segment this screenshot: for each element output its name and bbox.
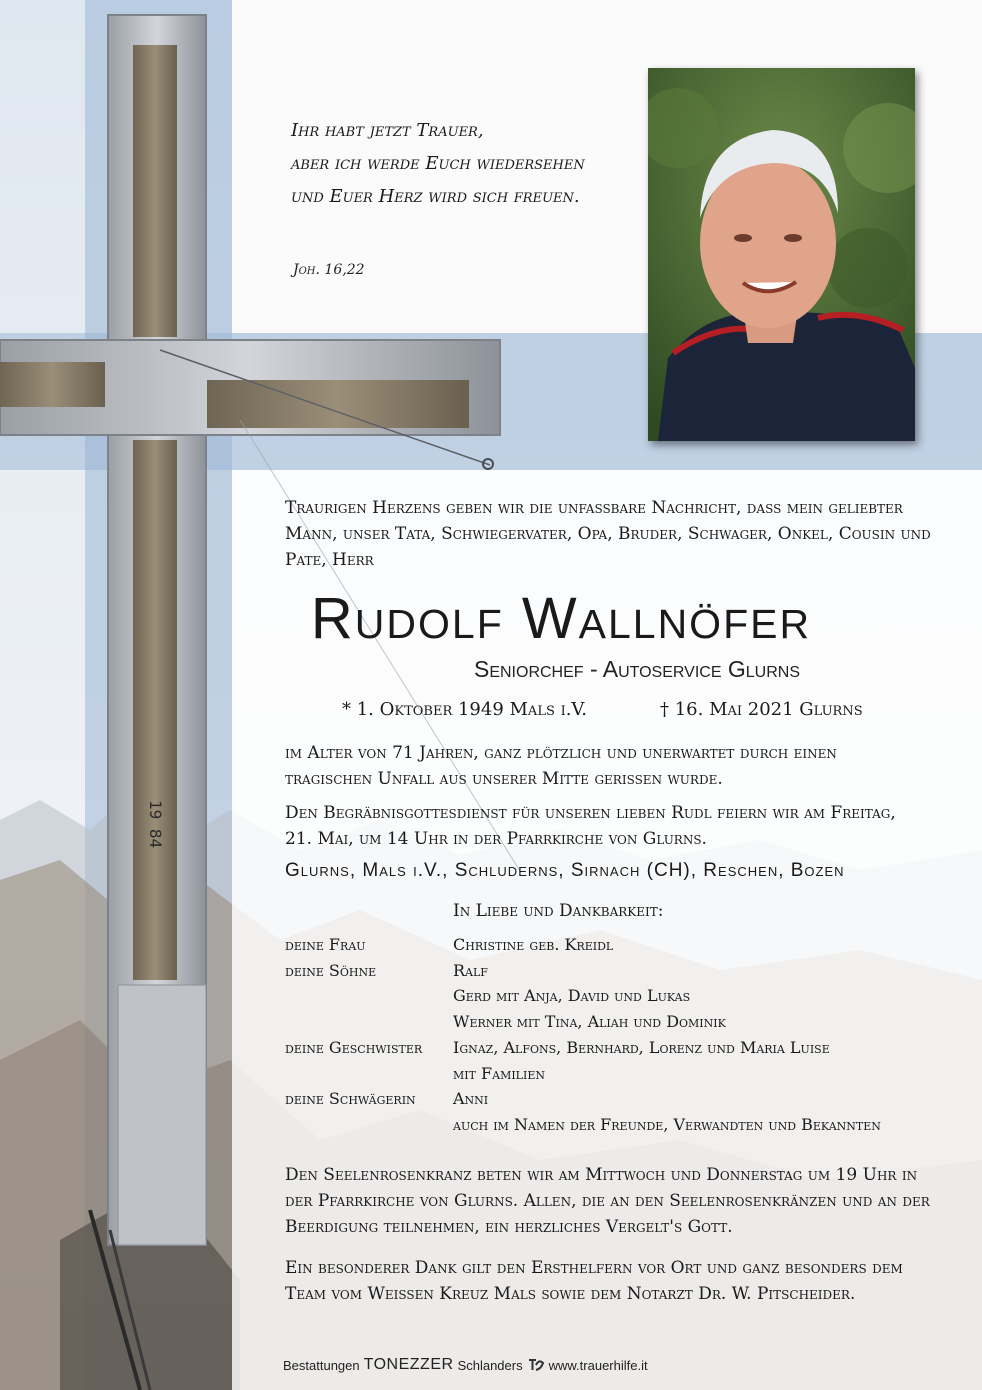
death-date: † 16. Mai 2021 Glurns: [660, 699, 863, 720]
places-line: Glurns, Mals i.V., Schluderns, Sirnach (CH), Reschen, Bozen: [285, 860, 845, 881]
deceased-name: Rudolf Wallnöfer: [310, 586, 812, 651]
mourner-relation: [285, 1009, 453, 1035]
mourner-row: [285, 1061, 881, 1087]
mourner-relation: [285, 1112, 453, 1138]
trauerhilfe-logo-icon: [527, 1357, 545, 1373]
intro-text: Traurigen Herzens geben wir die unfassbare Nachricht, dass mein geliebter Mann, unser Tata, Schwiegervater, Opa, Bruder, Schwager, Onkel, Cousin und Pate, Herr: [285, 498, 931, 570]
footer-brand: TONEZZER: [363, 1356, 454, 1373]
mourner-names: Ralf: [453, 960, 488, 980]
paragraph-funeral: Den Begräbnisgottesdienst für unseren lieben Rudl feiern wir am Freitag, 21. Mai, um 14 Uhr in der Pfarrkirche von Glurns.: [285, 803, 896, 849]
mourner-row: [285, 1009, 881, 1035]
footer-suffix: Schlanders: [457, 1357, 523, 1373]
footer-prefix: Bestattungen: [283, 1357, 360, 1373]
quote-line-2: aber ich werde Euch wiedersehen: [291, 153, 585, 174]
mourners-title: In Liebe und Dankbarkeit:: [453, 901, 664, 921]
mourner-relation: [285, 983, 453, 1009]
mourner-row: [285, 983, 881, 1009]
mourner-relation: deine Geschwister: [285, 1037, 423, 1057]
mourner-row: [285, 958, 881, 984]
mourner-names: Ignaz, Alfons, Bernhard, Lorenz und Maria Luise: [453, 1037, 830, 1057]
portrait-photo: [648, 68, 915, 441]
bible-quote: [291, 114, 631, 213]
mourner-row: [285, 932, 881, 958]
mourner-names: Anni: [453, 1089, 489, 1109]
quote-line-3: und Euer Herz wird sich freuen.: [291, 186, 580, 207]
mourner-row: [285, 1112, 881, 1138]
deceased-title: Seniorchef - Autoservice Glurns: [473, 656, 801, 682]
cross-plate-number: 19 84: [146, 800, 165, 849]
mourner-names: mit Familien: [453, 1063, 545, 1083]
quote-reference: Joh. 16,22: [293, 262, 365, 278]
mourner-names: Christine geb. Kreidl: [453, 935, 614, 954]
mourner-relation: deine Schwägerin: [285, 1089, 416, 1109]
mourner-relation: deine Söhne: [285, 960, 377, 980]
paragraph-circumstances: im Alter von 71 Jahren, ganz plötzlich und unerwartet durch einen tragischen Unfall aus unserer Mitte gerissen wurde.: [285, 743, 837, 789]
mourner-names: Gerd mit Anja, David und Lukas: [453, 986, 691, 1006]
mourner-relation: deine Frau: [285, 935, 366, 954]
paragraph-rosary: Den Seelenrosenkranz beten wir am Mittwoch und Donnerstag um 19 Uhr in der Pfarrkirche von Glurns. Allen, die an den Seelenrosenkränzen und an der Beerdigung teilnehmen, ein herzliches Vergelt's Gott.: [285, 1165, 930, 1237]
mourner-names: Werner mit Tina, Aliah und Dominik: [453, 1012, 726, 1032]
mourner-row: [285, 1086, 881, 1112]
footer: [283, 1356, 648, 1374]
mourners-list: [285, 932, 881, 1138]
mourner-row: [285, 1035, 881, 1061]
mourner-relation: [285, 1061, 453, 1087]
footer-website: www.trauerhilfe.it: [548, 1357, 648, 1373]
paragraph-thanks: Ein besonderer Dank gilt den Ersthelfern vor Ort und ganz besonders dem Team vom Weissen Kreuz Mals sowie dem Notarzt Dr. W. Pitscheider.: [285, 1258, 903, 1304]
mourner-names: auch im Namen der Freunde, Verwandten und Bekannten: [453, 1114, 881, 1134]
birth-date: * 1. Oktober 1949 Mals i.V.: [342, 699, 588, 720]
quote-line-1: Ihr habt jetzt Trauer,: [291, 120, 484, 141]
